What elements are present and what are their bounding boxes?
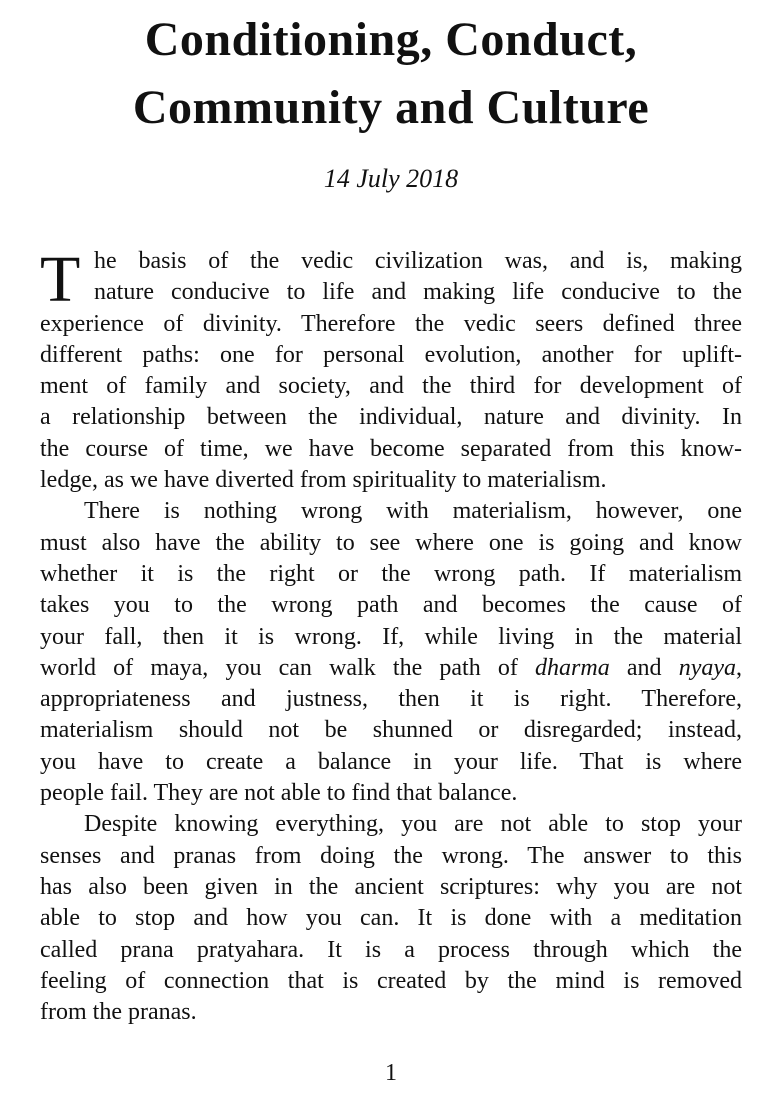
text-fragment: and [626,654,662,681]
text-line: called prana pratyahara. It is a process through which the [40,936,742,963]
text-line: senses and pranas from doing the wrong. The answer to this [40,842,742,869]
text-line: takes you to the wrong path and becomes the cause of [40,592,742,619]
comma: , [736,654,743,681]
text-line: materialism should not be shunned or disregarded; instead, [40,717,742,744]
text-line: must also have the ability to see where one is going and know [40,529,742,556]
text-line: from the pranas. [40,999,197,1026]
chapter-title-line-2: Community and Culture [132,81,650,134]
text-line: people fail. They are not able to find that balance. [40,780,518,807]
text-line: he basis of the vedic civilization was, and is, making [94,248,742,274]
text-line: has also been given in the ancient scriptures: why you are not [40,873,742,900]
book-page [40,0,742,1108]
text-line: Despite knowing everything, you are not able to stop your [84,811,742,838]
chapter-date: 14 July 2018 [323,164,459,193]
text-line: ledge, as we have diverted from spirituality to materialism. [40,467,607,494]
text-line: whether it is the right or the wrong path. If materialism [40,560,742,587]
text-line: able to stop and how you can. It is done with a meditation [40,905,742,932]
chapter-body [40,243,743,1028]
text-line: your fall, then it is wrong. If, while living in the material [40,623,742,650]
text-line: feeling of connection that is created by the mind is removed [40,967,742,994]
italic-term-nyaya: nyaya [678,654,737,681]
text-line: There is nothing wrong with materialism, however, one [84,498,742,525]
text-line: ment of family and society, and the third for development of [40,373,742,400]
paragraph-3 [40,809,742,1028]
text-line: a relationship between the individual, nature and divinity. In [40,404,742,431]
text-fragment: world of maya, you can walk the path of [40,654,518,681]
paragraph-1 [40,243,742,496]
paragraph-2 [40,496,742,809]
chapter-title [40,0,742,142]
text-line: appropriateness and justness, then it is right. Therefore, [40,686,742,713]
page-number: 1 [385,1060,397,1086]
text-line: different paths: one for personal evolution, another for uplift- [40,341,742,368]
text-line-with-italics [40,653,742,684]
text-line: experience of divinity. Therefore the vedic seers defined three [40,310,742,337]
italic-term-dharma: dharma [535,654,610,681]
chapter-title-line-1: Conditioning, Conduct, [144,13,638,66]
text-line: the course of time, we have become separated from this know- [40,435,742,462]
drop-cap: T [40,243,81,316]
text-line: you have to create a balance in your life. That is where [40,748,742,775]
text-line: nature conducive to life and making life conducive to the [94,279,742,306]
